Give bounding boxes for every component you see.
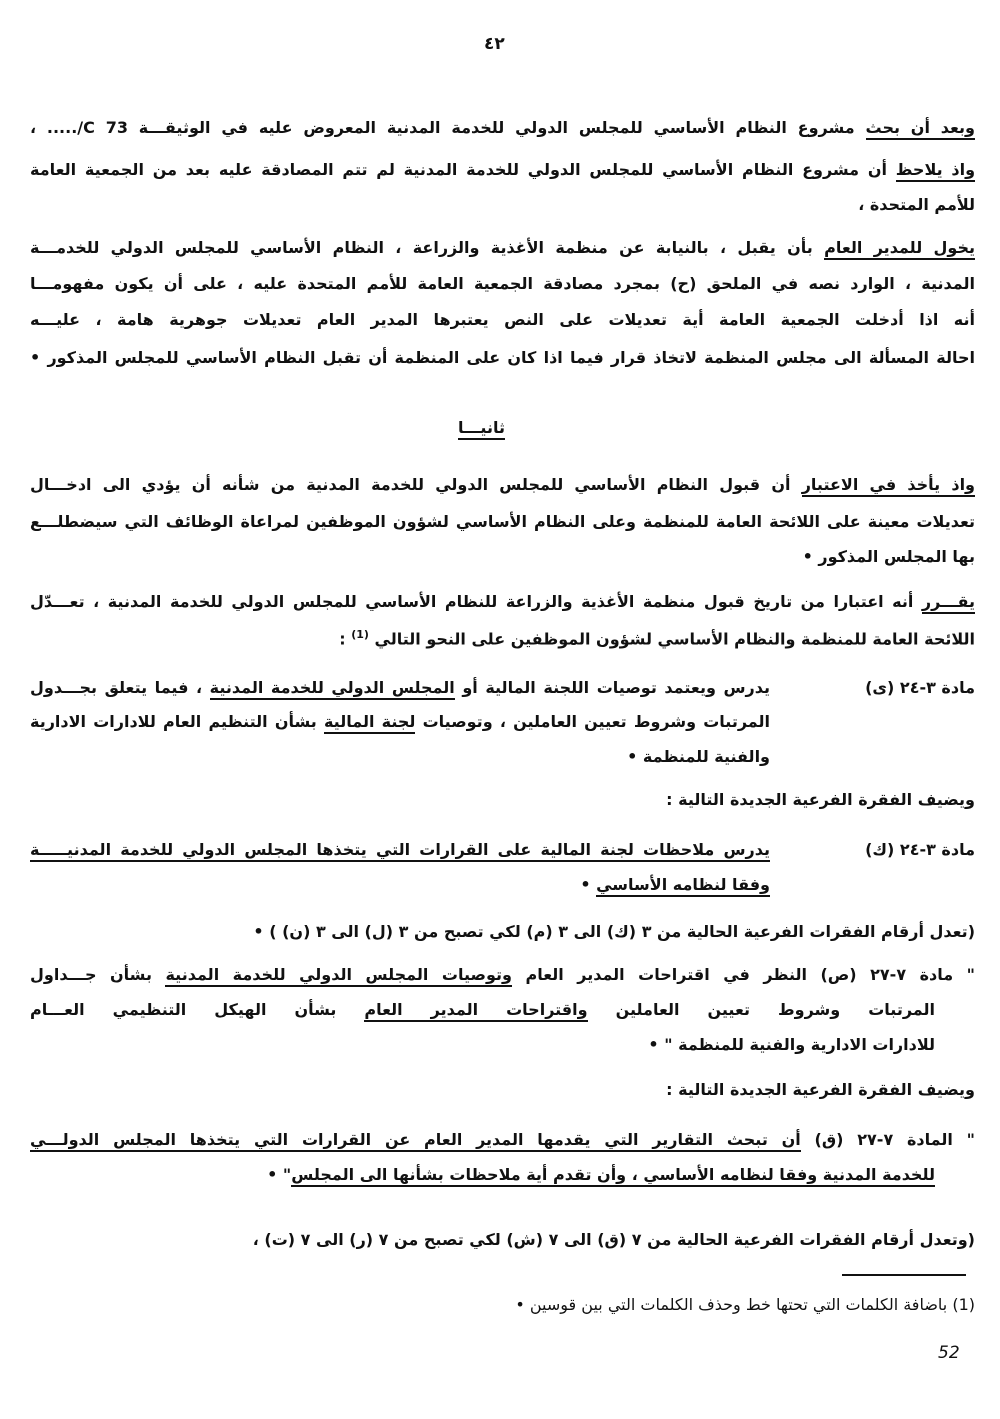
underlined-text: وبعد أن بحث [866,118,976,140]
paragraph-line [30,510,975,534]
article-line [30,1128,975,1152]
underlined-text: ثانيـــا [458,418,505,440]
text-run: تعديلات معينة على اللائحة العامة للمنظمة وعلى النظام الأساسي لشؤون الموظفين لمراعاة الوظائف التي سيضطلـــع [30,512,975,531]
article-line [30,838,770,862]
article-label: مادة ٣-٢٤ (ك) [865,840,975,859]
text-run: أن مشروع النظام الأساسي للمجلس الدولي للخدمة المدنية لم تتم المصادقة عليه بعد من الجمعية العامة [30,160,896,179]
text-run: بشأن الهيكل التنظيمي العـــام [30,1000,365,1019]
paragraph-line [30,158,975,182]
paragraph-line [253,1228,975,1252]
article-line [30,676,770,700]
text-run: ويضيف الفقرة الفرعية الجديدة التالية : [666,790,975,809]
text-run: (1) باضافة الكلمات التي تحتها خط وحذف الكلمات التي بين قوسين • [515,1295,975,1314]
article-line [648,1033,935,1057]
article-line [267,1163,935,1187]
text-run: اللائحة العامة للمنظمة والنظام الأساسي لشؤون الموظفين على النحو التالي [368,629,975,649]
underlined-text: يخول للمدير العام [824,238,975,260]
paragraph-line [339,623,975,651]
underlined-text: يدرس ملاحظات لجنة المالية على القرارات التي يتخذها المجلس الدولي للخدمة المدنيـــــة [30,840,770,862]
article-line [30,963,975,987]
article-line [627,745,770,769]
underlined-text: يقـــرر [922,592,975,614]
text-run: ، فيما يتعلق بجـــدول [30,678,210,697]
text-run: أنه اذا أدخلت الجمعية العامة أية تعديلات على النص يعتبرها المدير العام تعديلات جوهرية هامة ، عليـــه [30,310,975,329]
underlined-text: للخدمة المدنية وفقا لنظامه الأساسي ، وأن تقدم أية ملاحظات بشأنها الى المجلس [291,1165,935,1187]
paragraph-line [30,236,975,260]
page-number-bottom: 52 [938,1343,960,1363]
text-run: أن قبول النظام الأساسي للمجلس الدولي للخدمة المدنية من شأنه أن يؤدي الى ادخـــال [30,475,802,494]
text-run: للأمم المتحدة ، [858,195,975,214]
text-run: المدنية ، الوارد نصه في الملحق (ح) بمجرد مصادقة الجمعية العامة للأمم المتحدة عليه ، على أن يكون مفهومـــا [30,274,975,293]
underlined-text: وفقا لنظامه الأساسي [596,875,770,897]
article-line [30,710,770,734]
underlined-text: أن تبحث التقارير التي يقدمها المدير العام عن القرارات التي يتخذها المجلس الدولـــي [30,1130,801,1152]
paragraph-line [30,116,975,140]
underlined-text: المجلس الدولي للخدمة المدنية [210,678,455,700]
paragraph-line [253,920,975,944]
text-run: ويضيف الفقرة الفرعية الجديدة التالية : [666,1080,975,1099]
text-run: والفنية للمنظمة • [627,747,770,766]
text-run: : [339,629,352,649]
paragraph-line [30,308,975,332]
underlined-text: لجنة المالية [324,712,415,734]
footnote-divider [842,1274,966,1276]
text-run: (وتعدل أرقام الفقرات الفرعية الحالية من ٧ (ق) الى ٧ (ش) لكي تصبح من ٧ (ر) الى ٧ (ت) ، [252,1230,975,1249]
text-run: مشروع النظام الأساسي للمجلس الدولي للخدمة المدنية المعروض عليه في الوثيقـــة C 73/..... ، [30,118,866,137]
text-run: • [580,875,597,894]
footnote [515,1293,975,1317]
underlined-text: واذ يأخذ في الاعتبار [802,475,975,497]
text-run: " • [267,1165,292,1184]
text-run: " المادة ٧-٢٧ (ق) [800,1130,975,1149]
footnote-ref: (1) [351,628,369,641]
text-run: بشأن التنظيم العام للادارات الادارية [30,712,324,731]
paragraph-line [30,590,975,614]
text-run: يدرس ويعتمد توصيات اللجنة المالية أو [454,678,770,697]
text-run: بها المجلس المذكور • [802,547,975,566]
text-run: للادارات الادارية والفنية للمنظمة " • [648,1035,935,1054]
text-run: (تعدل أرقام الفقرات الفرعية الحالية من ٣ (ك) الى ٣ (م) لكي تصبح من ٣ (ل) الى ٣ (ن) ) • [253,922,975,941]
paragraph-line [858,193,975,217]
paragraph-line [803,545,975,569]
page-number-top: ٤٢ [484,34,505,54]
text-run: بأن يقبل ، بالنيابة عن منظمة الأغذية والزراعة ، النظام الأساسي للمجلس الدولي للخدمـــة [30,238,825,257]
underlined-text: واذ يلاحظ [896,160,975,182]
article-line [580,873,770,897]
underlined-text: واقتراحات المدير العام [364,1000,587,1022]
article-label: مادة ٣-٢٤ (ى) [865,678,975,697]
paragraph-line [30,346,975,370]
paragraph-line [666,788,975,812]
paragraph-line [30,272,975,296]
underlined-text: وتوصيات المجلس الدولي للخدمة المدنية [165,965,512,987]
paragraph-line [666,1078,975,1102]
article-line [30,998,935,1022]
section-heading [458,416,505,440]
paragraph-line [30,473,975,497]
text-run: المرتبات وشروط تعيين العاملين [587,1000,936,1019]
text-run: احالة المسألة الى مجلس المنظمة لاتخاذ قرار فيما اذا كان على المنظمة أن تقبل النظام الأساسي للمجلس المذكور • [30,348,975,367]
text-run: المرتبات وشروط تعيين العاملين ، وتوصيات [415,712,770,731]
text-run: بشأن جـــداول [30,965,166,984]
text-run: أنه اعتبارا من تاريخ قبول منظمة الأغذية والزراعة للنظام الأساسي للمجلس الدولي للخدمة المدنية ، تعـــدّل [30,592,922,611]
text-run: " مادة ٧-٢٧ (ص) النظر في اقتراحات المدير العام [511,965,976,984]
